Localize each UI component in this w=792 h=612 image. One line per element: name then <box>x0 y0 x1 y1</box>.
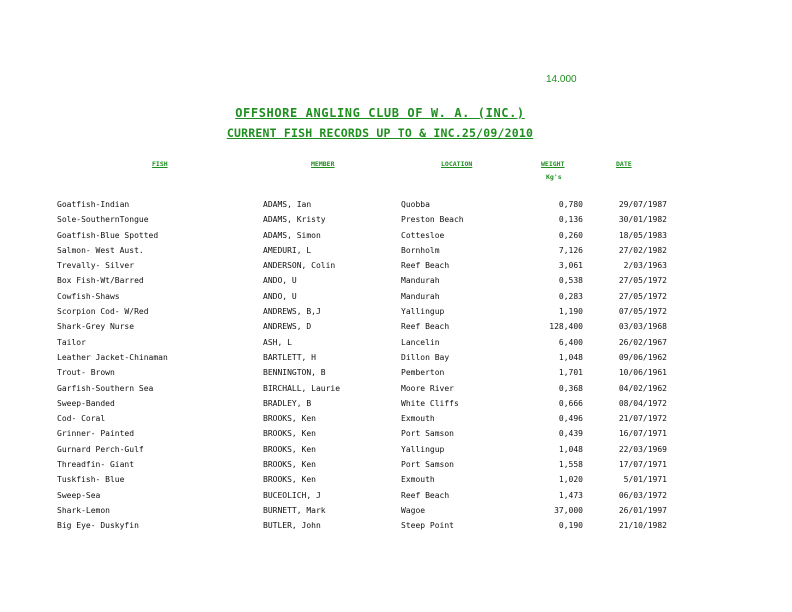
weight-cell: 1,473 <box>558 490 583 500</box>
fish-cell: Threadfin- Giant <box>57 460 135 470</box>
location-cell: Mandurah <box>401 291 440 301</box>
fish-cell: Salmon- West Aust. <box>57 245 144 255</box>
table-row <box>0 307 792 322</box>
weight-cell: 1,701 <box>558 368 583 378</box>
fish-cell: Big Eye- Duskyfin <box>57 521 139 531</box>
fish-cell: Trevally- Silver <box>57 261 135 271</box>
member-cell: BARTLETT, H <box>263 352 316 362</box>
member-cell: BUTLER, John <box>263 521 321 531</box>
fish-cell: Goatfish-Indian <box>57 200 130 209</box>
date-cell: 26/01/1997 <box>618 505 667 515</box>
location-cell: Yallingup <box>401 307 445 317</box>
location-cell: Port Samson <box>401 460 454 470</box>
fish-cell: Shark-Grey Nurse <box>57 322 135 332</box>
fish-cell: Sweep-Sea <box>57 490 101 500</box>
table-row <box>0 399 792 414</box>
page-code: 14.000 <box>546 74 577 85</box>
date-cell: 5/01/1971 <box>623 475 667 485</box>
member-cell: BUCEOLICH, J <box>263 490 321 500</box>
column-header-date: DATE <box>616 160 632 168</box>
weight-cell: 128,400 <box>549 322 583 332</box>
location-cell: Preston Beach <box>401 215 464 225</box>
weight-cell: 0,190 <box>558 521 583 531</box>
member-cell: BIRCHALL, Laurie <box>263 383 341 393</box>
weight-cell: 0,283 <box>558 291 583 301</box>
member-cell: ANDREWS, D <box>263 322 312 332</box>
table-row <box>0 276 792 291</box>
fish-cell: Box Fish-Wt/Barred <box>57 276 144 286</box>
date-cell: 17/07/1971 <box>618 460 667 470</box>
location-cell: Reef Beach <box>401 322 450 332</box>
weight-cell: 0,538 <box>558 276 583 286</box>
location-cell: Bornholm <box>401 245 440 255</box>
location-cell: Reef Beach <box>401 261 450 271</box>
member-cell: BURNETT, Mark <box>263 505 326 515</box>
date-cell: 27/02/1982 <box>618 245 667 255</box>
table-row <box>0 445 792 460</box>
table-row <box>0 414 792 429</box>
weight-cell: 0,496 <box>558 414 583 424</box>
table-row <box>0 384 792 399</box>
weight-cell: 0,439 <box>558 429 583 439</box>
member-cell: AMEDURI, L <box>263 245 312 255</box>
fish-cell: Cod- Coral <box>57 414 106 424</box>
location-cell: Lancelin <box>401 337 440 347</box>
fish-cell: Gurnard Perch-Gulf <box>57 444 144 454</box>
weight-cell: 7,126 <box>558 245 583 255</box>
location-cell: Cottesloe <box>401 230 445 240</box>
table-row <box>0 353 792 368</box>
weight-cell: 1,558 <box>558 460 583 470</box>
member-cell: ANDERSON, Colin <box>263 261 336 271</box>
date-cell: 04/02/1962 <box>618 383 667 393</box>
location-cell: Dillon Bay <box>401 352 450 362</box>
fish-cell: Goatfish-Blue Spotted <box>57 230 159 240</box>
table-row <box>0 429 792 444</box>
location-cell: Quobba <box>401 200 430 209</box>
table-row <box>0 292 792 307</box>
location-cell: White Cliffs <box>401 398 459 408</box>
fish-cell: Shark-Lemon <box>57 505 110 515</box>
date-cell: 21/10/1982 <box>618 521 667 531</box>
fish-cell: Tailor <box>57 337 86 347</box>
fish-cell: Cowfish-Shaws <box>57 291 120 301</box>
location-cell: Yallingup <box>401 444 445 454</box>
date-cell: 21/07/1972 <box>618 414 667 424</box>
table-row <box>0 200 792 215</box>
column-header-member: MEMBER <box>311 160 335 168</box>
fish-cell: Scorpion Cod- W/Red <box>57 307 149 317</box>
fish-cell: Garfish-Southern Sea <box>57 383 154 393</box>
records-table <box>0 200 792 537</box>
date-cell: 29/07/1987 <box>618 200 667 209</box>
weight-cell: 3,061 <box>558 261 583 271</box>
table-row <box>0 322 792 337</box>
location-cell: Port Samson <box>401 429 454 439</box>
weight-cell: 0,368 <box>558 383 583 393</box>
date-cell: 27/05/1972 <box>618 291 667 301</box>
member-cell: ADAMS, Kristy <box>263 215 326 225</box>
table-row <box>0 261 792 276</box>
member-cell: BROOKS, Ken <box>263 460 316 470</box>
club-title: OFFSHORE ANGLING CLUB OF W. A. (INC.) <box>235 106 525 120</box>
location-cell: Mandurah <box>401 276 440 286</box>
weight-cell: 1,190 <box>558 307 583 317</box>
weight-cell: 37,000 <box>554 505 583 515</box>
table-row <box>0 368 792 383</box>
location-cell: Exmouth <box>401 475 435 485</box>
member-cell: ASH, L <box>263 337 292 347</box>
member-cell: ADAMS, Ian <box>263 200 312 209</box>
records-subtitle: CURRENT FISH RECORDS UP TO & INC.25/09/2010 <box>226 126 534 140</box>
member-cell: BROOKS, Ken <box>263 444 316 454</box>
date-cell: 16/07/1971 <box>618 429 667 439</box>
weight-cell: 0,260 <box>558 230 583 240</box>
location-cell: Wagoe <box>401 505 426 515</box>
date-cell: 26/02/1967 <box>618 337 667 347</box>
location-cell: Reef Beach <box>401 490 450 500</box>
table-row <box>0 475 792 490</box>
weight-cell: 0,780 <box>558 200 583 209</box>
table-row <box>0 231 792 246</box>
location-cell: Exmouth <box>401 414 435 424</box>
table-row <box>0 491 792 506</box>
table-row <box>0 460 792 475</box>
weight-cell: 1,048 <box>558 444 583 454</box>
weight-cell: 6,400 <box>558 337 583 347</box>
weight-units-label: Kg's <box>546 173 562 181</box>
weight-cell: 0,666 <box>558 398 583 408</box>
member-cell: ADAMS, Simon <box>263 230 321 240</box>
date-cell: 09/06/1962 <box>618 352 667 362</box>
fish-cell: Trout- Brown <box>57 368 115 378</box>
table-row <box>0 215 792 230</box>
column-header-location: LOCATION <box>441 160 473 168</box>
table-row <box>0 246 792 261</box>
date-cell: 27/05/1972 <box>618 276 667 286</box>
date-cell: 10/06/1961 <box>618 368 667 378</box>
fish-cell: Tuskfish- Blue <box>57 475 125 485</box>
fish-cell: Grinner- Painted <box>57 429 135 439</box>
member-cell: BROOKS, Ken <box>263 429 316 439</box>
date-cell: 07/05/1972 <box>618 307 667 317</box>
member-cell: BRADLEY, B <box>263 398 312 408</box>
date-cell: 30/01/1982 <box>618 215 667 225</box>
member-cell: BENNINGTON, B <box>263 368 326 378</box>
member-cell: ANDO, U <box>263 276 297 286</box>
weight-cell: 1,048 <box>558 352 583 362</box>
location-cell: Steep Point <box>401 521 454 531</box>
table-row <box>0 506 792 521</box>
fish-cell: Sweep-Banded <box>57 398 115 408</box>
weight-cell: 0,136 <box>558 215 583 225</box>
column-header-weight: WEIGHT <box>541 160 565 168</box>
member-cell: ANDREWS, B,J <box>263 307 321 317</box>
table-row <box>0 338 792 353</box>
date-cell: 03/03/1968 <box>618 322 667 332</box>
date-cell: 2/03/1963 <box>623 261 667 271</box>
member-cell: ANDO, U <box>263 291 297 301</box>
date-cell: 06/03/1972 <box>618 490 667 500</box>
fish-cell: Sole-SouthernTongue <box>57 215 149 225</box>
date-cell: 18/05/1983 <box>618 230 667 240</box>
fish-cell: Leather Jacket-Chinaman <box>57 352 168 362</box>
table-row <box>0 521 792 536</box>
location-cell: Moore River <box>401 383 454 393</box>
weight-cell: 1,020 <box>558 475 583 485</box>
location-cell: Pemberton <box>401 368 445 378</box>
date-cell: 22/03/1969 <box>618 444 667 454</box>
date-cell: 08/04/1972 <box>618 398 667 408</box>
column-header-fish: FISH <box>152 160 168 168</box>
member-cell: BROOKS, Ken <box>263 414 316 424</box>
member-cell: BROOKS, Ken <box>263 475 316 485</box>
